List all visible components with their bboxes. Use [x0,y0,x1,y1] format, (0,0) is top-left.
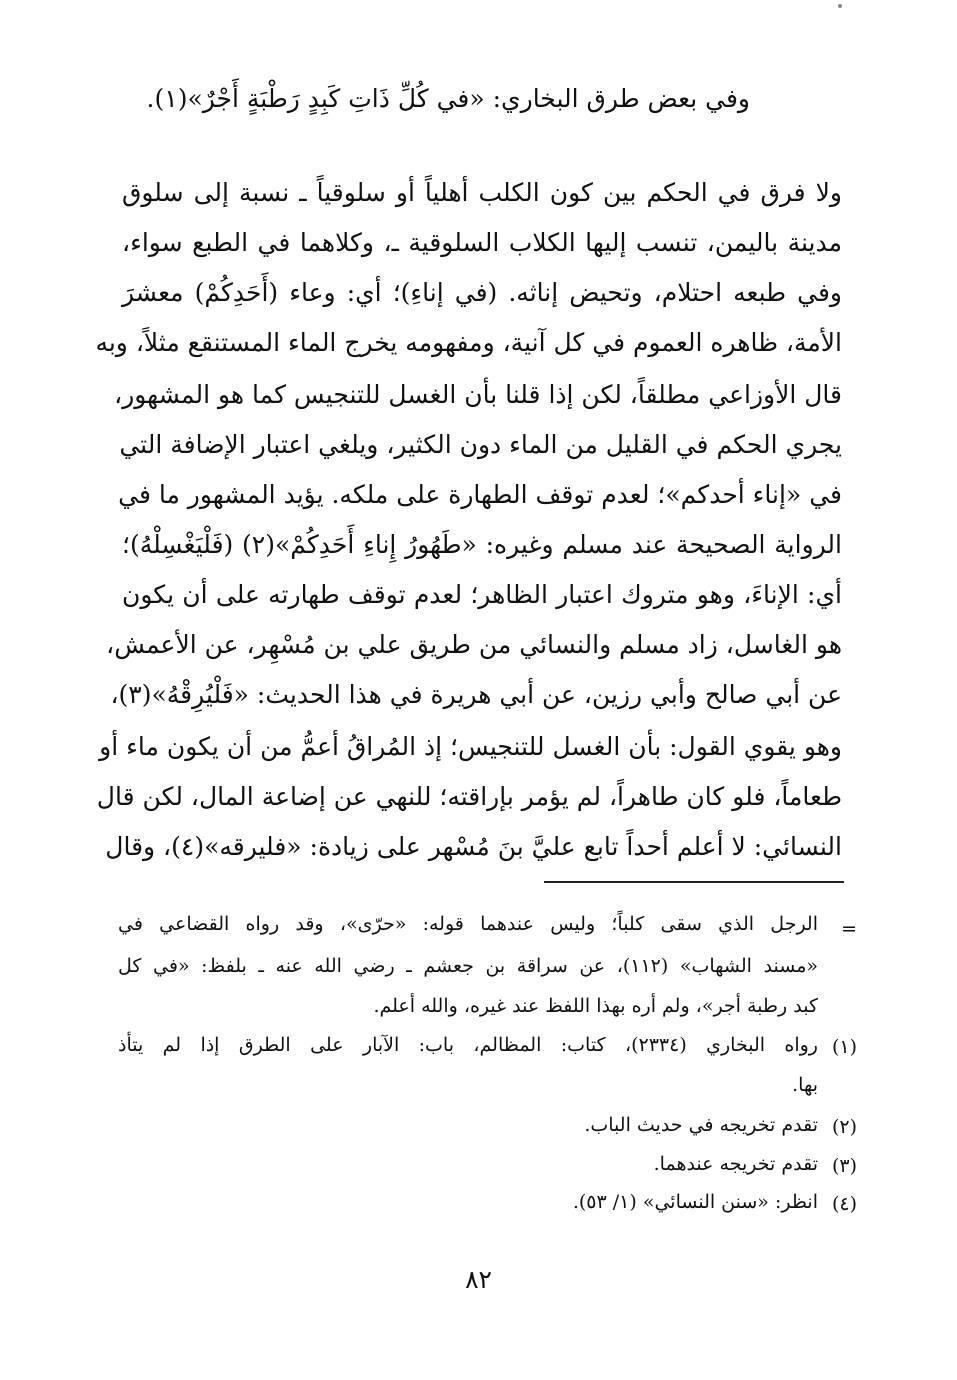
footnote-line: تقدم تخريجه عندهما. [653,1153,818,1175]
body-line: عن أبي صالح وأبي رزين، عن أبي هريرة في هذا الحديث: «فَلْيُرِقْهُ»(٣)، [110,680,842,709]
body-line: مدينة باليمن، تنسب إليها الكلاب السلوقية ـ، وكلاهما في الطبع سواء، [122,228,842,257]
footnote-line: انظر: «سنن النسائي» (١/ ٥٣). [572,1191,818,1213]
footnote-line: تقدم تخريجه في حديث الباب. [584,1114,818,1136]
body-line: الأمة، ظاهره العموم في كل آنية، ومفهومه يخرج الماء المستنقع مثلاً، وبه [95,328,842,357]
footnote-mark: (١) [831,1036,857,1058]
footnote-mark: = [841,918,857,940]
footnote-line: الرجل الذي سقى كلباً؛ وليس عندهما قوله: «حرّى»، وقد رواه القضاعي في [118,913,818,935]
body-line: قال الأوزاعي مطلقاً، لكن إذا قلنا بأن الغسل للتنجيس كما هو المشهور، [114,380,842,409]
body-line: في «إناء أحدكم»؛ لعدم توقف الطهارة على ملكه. يؤيد المشهور ما في [118,480,842,509]
body-line: ولا فرق في الحكم بين كون الكلب أهلياً أو سلوقياً ـ نسبة إلى سلوق [122,178,842,207]
footnote-line: بها. [792,1074,818,1096]
footnote-mark: (٣) [831,1155,857,1177]
footnote-mark: (٢) [831,1116,857,1138]
footnote-mark: (٤) [831,1193,857,1215]
lead-line: وفي بعض طرق البخاري: «في كُلِّ ذَاتِ كَبِدٍ رَطْبَةٍ أَجْرٌ»(١). [146,84,750,113]
body-line: الرواية الصحيحة عند مسلم وغيره: «طَهُورُ إِناءِ أَحَدِكُمْ»(٢) (فَلْيَغْسِلْهُ)؛ [122,530,842,559]
body-line: أي: الإناءَ، وهو متروك اعتبار الظاهر؛ لعدم توقف طهارته على أن يكون [122,580,842,609]
body-line: يجري الحكم في القليل من الماء دون الكثير، ويلغي اعتبار الإضافة التي [119,430,842,459]
footnote-line: كبد رطبة أجر»، ولم أره بهذا اللفظ عند غيره، والله أعلم. [373,995,818,1017]
body-line: هو الغاسل، زاد مسلم والنسائي من طريق علي بن مُسْهِر، عن الأعمش، [106,630,842,659]
page-number: ٨٢ [465,1265,492,1294]
footnote-line: «مسند الشهاب» (١١٢)، عن سراقة بن جعشم ـ رضي الله عنه ـ بلفظ: «في كل [118,955,818,977]
body-line: وهو يقوي القول: بأن الغسل للتنجيس؛ إذ المُراقُ أعمُّ من أن يكون ماء أو [99,732,842,761]
body-line: النسائي: لا أعلم أحداً تابع عليَّ بنَ مُسْهر على زيادة: «فليرقه»(٤)، وقال [105,832,842,861]
footnote-separator [544,881,844,883]
scan-speck [838,4,842,8]
footnote-line: رواه البخاري (٢٣٣٤)، كتاب: المظالم، باب: الآبار على الطرق إذا لم يتأذ [118,1034,818,1056]
body-line: وفي طبعه احتلام، وتحيض إناثه. (في إناءِ)؛ أي: وعاء (أَحَدِكُمْ) معشرَ [122,278,842,307]
body-line: طعاماً، فلو كان طاهراً، لم يؤمر بإراقته؛ للنهي عن إضاعة المال، لكن قال [96,782,842,811]
